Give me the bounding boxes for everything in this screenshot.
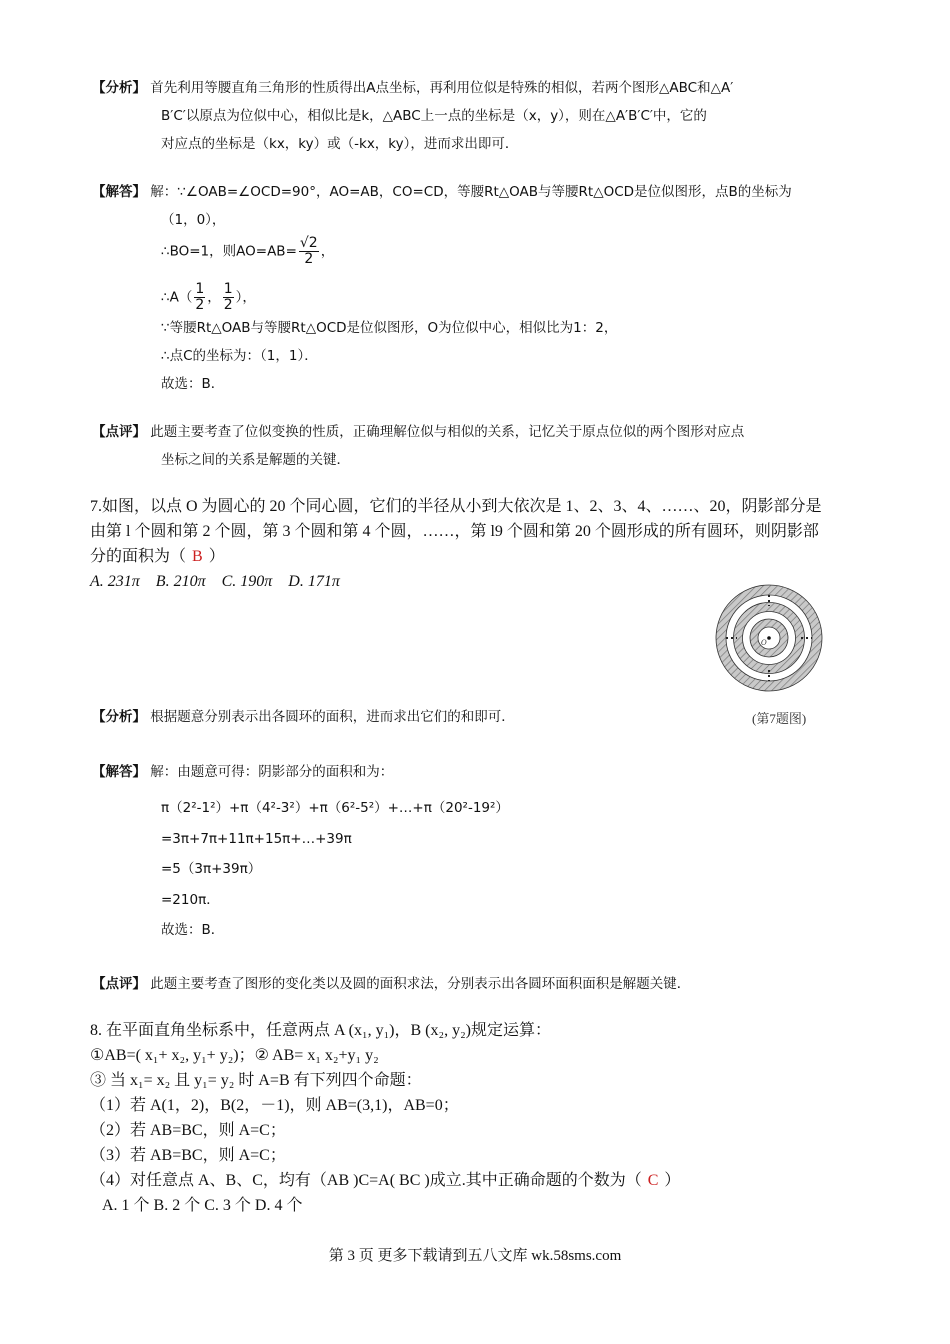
answer-line: （1，0）， [161, 212, 226, 228]
question-7-line: ） [208, 548, 225, 565]
question-8-line: ） [664, 1172, 681, 1189]
question-7-options [90, 569, 822, 594]
equation-line: =3π+7π+11π+15π+…+39π [161, 830, 352, 847]
question-8-line: （2）若 AB=BC，则 A=C； [90, 1122, 286, 1139]
answer-line: ∴点C的坐标为：（1，1）． [161, 348, 318, 364]
answer-line: 故选：B． [161, 376, 225, 392]
question-8-line: 8. 在平面直角坐标系中，任意两点 A (x₁, y₁)，B (x₂, y₂)规定运算： [90, 1022, 551, 1039]
analysis-line: 首先利用等腰直角三角形的性质得出A点坐标，再利用位似是特殊的相似，若两个图形△ABC和△A′ [150, 80, 734, 96]
equation-line: 故选：B． [161, 922, 225, 938]
answer-line: 解：由题意可得：阴影部分的面积和为： [150, 764, 394, 780]
comment-line: 此题主要考查了图形的变化类以及圆的面积求法，分别表示出各圆环面积面积是解题关键． [150, 976, 691, 992]
question-8 [90, 1018, 680, 1218]
answer-line: ∵等腰Rt△OAB与等腰Rt△OCD是位似图形，O为位似中心，相似比为1：2， [161, 320, 618, 336]
answer-block-7 [92, 758, 393, 786]
equation-line: =210π． [161, 891, 220, 908]
fraction-numerator: 1 [223, 281, 233, 297]
answer-line: 解：∵∠OAB=∠OCD=90°，AO=AB，CO=CD，等腰Rt△OAB与等腰Rt△OCD是位似图形，点B的坐标为 [150, 184, 792, 200]
comment-tag: 【点评】 [92, 976, 146, 992]
analysis-tag: 【分析】 [92, 80, 146, 96]
answer-text: ∴BO=1，则AO=AB= [161, 243, 297, 260]
analysis-line: 根据题意分别表示出各圆环的面积，进而求出它们的和即可． [150, 709, 515, 725]
option-c: C. 190π [221, 573, 273, 590]
option-b: B. 210π [155, 573, 206, 590]
analysis-tag: 【分析】 [92, 709, 146, 725]
page-footer: 第 3 页 更多下载请到五八文库 wk.58sms.com [328, 1248, 622, 1264]
fraction-half [194, 282, 205, 313]
fraction-sqrt2-over-2 [299, 236, 319, 267]
answer-text: ）， [235, 289, 256, 306]
question-7-line: 由第 l 个圆和第 2 个圆，第 3 个圆和第 4 个圆，……，第 l9 个圆和第 20 个圆形成的所有圆环，则阴影部 [90, 523, 819, 540]
option-a: A. 231π [90, 573, 140, 590]
question-8-line: ③ 当 x₁= x₂ 且 y₁= y₂ 时 A=B 有下列四个命题： [90, 1072, 422, 1089]
answer-text: ， [207, 289, 221, 306]
comment-block-7 [92, 970, 690, 998]
comment-block-6 [92, 418, 744, 474]
center-label: O [761, 639, 767, 647]
center-point-icon [767, 636, 771, 640]
question-7-line: 分的面积为（ [90, 548, 187, 565]
question-8-line: （1）若 A(1，2)，B(2，－1)，则 AB=(3,1)，AB=0； [90, 1097, 459, 1114]
analysis-block-7 [92, 703, 515, 731]
equation-line: π（2²-1²）+π（4²-3²）+π（6²-5²）+…+π（20²-19²） [161, 800, 509, 816]
answer-text: ， [320, 243, 335, 260]
analysis-line: B′C′以原点为位似中心，相似比是k，△ABC上一点的坐标是（x，y），则在△A′B′C′中，它的 [161, 108, 707, 124]
question-7 [90, 494, 822, 594]
figure-caption: (第7题图) [752, 711, 807, 726]
answer-block-6 [92, 178, 792, 234]
solution-equations [161, 793, 509, 946]
fraction-denominator: 2 [304, 251, 314, 267]
fraction-denominator: 2 [195, 297, 205, 313]
analysis-line: 对应点的坐标是（kx，ky）或（-kx，ky），进而求出即可． [161, 136, 519, 152]
answer-line-bo [161, 236, 334, 267]
question-8-line: （3）若 AB=BC，则 A=C； [90, 1147, 286, 1164]
question-8-answer: C [647, 1172, 659, 1189]
fraction-half [223, 282, 234, 313]
option-d: D. 171π [288, 573, 340, 590]
answer-line-a [161, 282, 256, 313]
answer-block-6-cont [161, 314, 617, 398]
question-7-answer: B [192, 548, 203, 565]
concentric-rings-figure [713, 572, 825, 702]
analysis-block-6 [92, 74, 733, 158]
comment-line: 坐标之间的关系是解题的关键． [161, 452, 350, 468]
fraction-numerator: 1 [195, 281, 205, 297]
question-7-line: 7.如图，以点 O 为圆心的 20 个同心圆，它们的半径从小到大依次是 1、2、3、4、……、20，阴影部分是 [90, 498, 822, 515]
comment-line: 此题主要考查了位似变换的性质，正确理解位似与相似的关系，记忆关于原点位似的两个图形对应点 [150, 424, 745, 440]
fraction-denominator: 2 [223, 297, 233, 313]
question-8-line: ①AB=( x₁+ x₂, y₁+ y₂)；② AB= x₁ x₂+y₁ y₂ [90, 1047, 379, 1064]
answer-tag: 【解答】 [92, 764, 146, 780]
question-8-line: （4）对任意点 A、B、C，均有（AB )C=A( BC )成立.其中正确命题的个数为（ [90, 1172, 642, 1189]
question-8-options: A. 1 个 B. 2 个 C. 3 个 D. 4 个 [102, 1197, 303, 1214]
comment-tag: 【点评】 [92, 424, 146, 440]
fraction-numerator: √2 [299, 235, 318, 251]
equation-line: =5（3π+39π） [161, 861, 262, 877]
answer-text: ∴A（ [161, 289, 193, 306]
answer-tag: 【解答】 [92, 184, 146, 200]
